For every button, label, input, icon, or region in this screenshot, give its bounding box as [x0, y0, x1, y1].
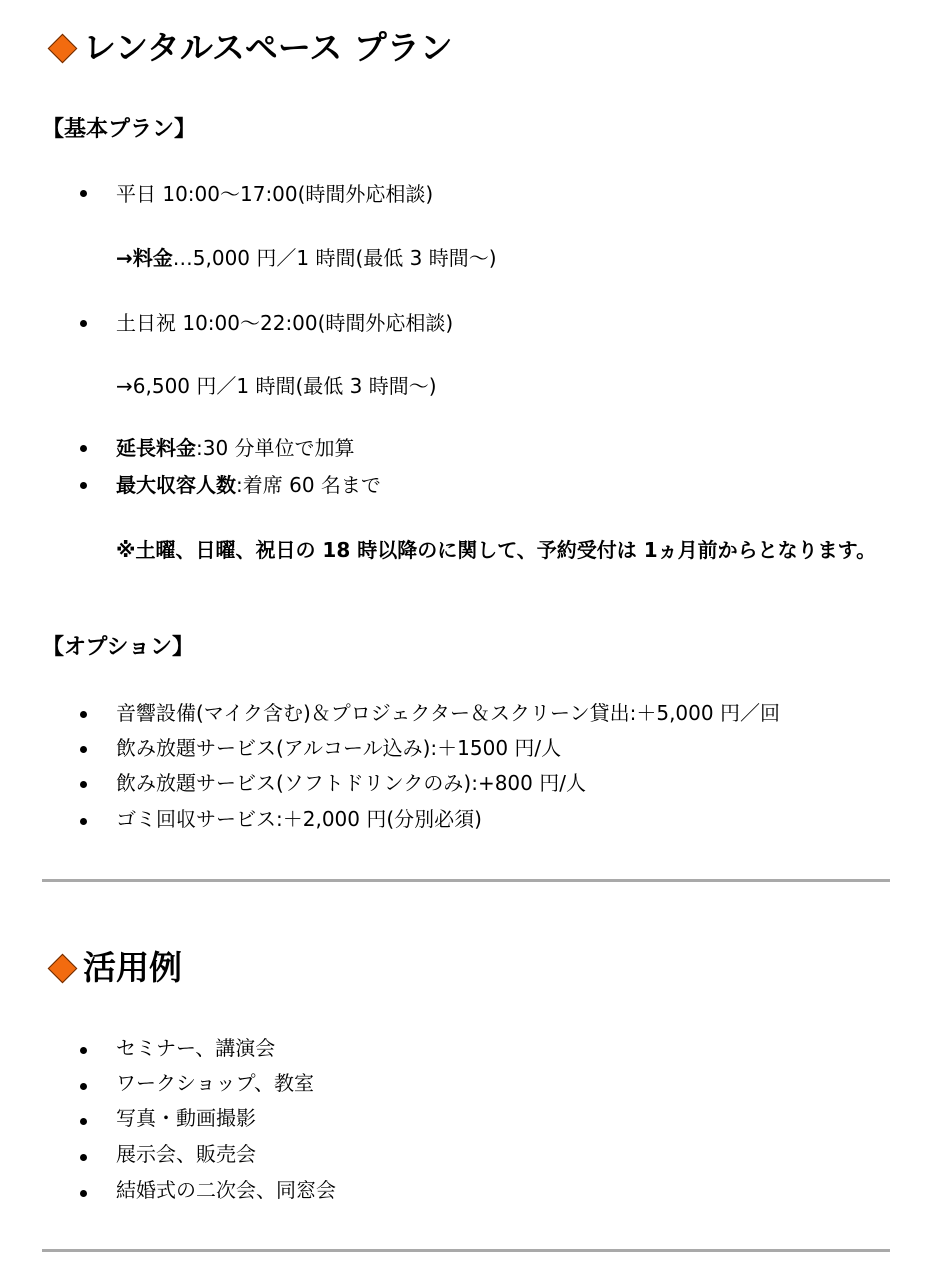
option-item: 飲み放題サービス(アルコール込み):＋1500 円/人: [116, 736, 562, 760]
plan-title-text: レンタルスペース プラン: [83, 28, 453, 67]
weekday-price-value: …5,000 円／1 時間(最低 3 時間～): [172, 246, 497, 270]
bullet-icon: [80, 746, 87, 753]
extension-fee: [116, 434, 355, 462]
orange-diamond-icon: [48, 33, 78, 63]
usage-item: セミナー、講演会: [116, 1036, 276, 1060]
section-divider: [42, 879, 890, 882]
bullet-icon: [80, 445, 87, 452]
bullet-icon: [80, 1190, 87, 1197]
weekend-price: →6,500 円／1 時間(最低 3 時間～): [116, 374, 437, 398]
bullet-icon: [80, 818, 87, 825]
usage-item: ワークショップ、教室: [116, 1071, 314, 1095]
bullet-icon: [80, 1083, 87, 1090]
weekday-price-label: →料金: [116, 246, 173, 270]
extension-fee-value: :30 分単位で加算: [196, 436, 355, 460]
section-divider: [42, 1249, 890, 1252]
weekday-hours: 平日 10:00～17:00(時間外応相談): [116, 182, 434, 206]
usage-title: [46, 948, 182, 988]
usage-item: 写真・動画撮影: [116, 1106, 256, 1130]
extension-fee-label: 延長料金: [116, 436, 196, 460]
weekday-price: [116, 244, 497, 272]
basic-plan-heading: 【基本プラン】: [42, 117, 197, 142]
weekend-hours: 土日祝 10:00～22:00(時間外応相談): [116, 311, 454, 335]
reservation-note: ※土曜、日曜、祝日の 18 時以降のに関して、予約受付は 1ヵ月前からとなります。: [116, 538, 877, 562]
usage-item: 展示会、販売会: [116, 1142, 256, 1166]
max-capacity: [116, 471, 381, 499]
option-item: 飲み放題サービス(ソフトドリンクのみ):+800 円/人: [116, 771, 586, 795]
bullet-icon: [80, 1118, 87, 1125]
option-item: 音響設備(マイク含む)＆プロジェクター＆スクリーン貸出:＋5,000 円／回: [116, 701, 780, 725]
bullet-icon: [80, 190, 87, 197]
max-capacity-value: :着席 60 名まで: [236, 473, 381, 497]
usage-title-text: 活用例: [83, 948, 182, 987]
max-capacity-label: 最大収容人数: [116, 473, 236, 497]
bullet-icon: [80, 711, 87, 718]
bullet-icon: [80, 781, 87, 788]
orange-diamond-icon: [48, 953, 78, 983]
plan-title: [46, 28, 453, 68]
option-item: ゴミ回収サービス:＋2,000 円(分別必須): [116, 807, 482, 831]
bullet-icon: [80, 1154, 87, 1161]
options-heading: 【オプション】: [42, 635, 195, 660]
bullet-icon: [80, 320, 87, 327]
bullet-icon: [80, 482, 87, 489]
bullet-icon: [80, 1047, 87, 1054]
usage-item: 結婚式の二次会、同窓会: [116, 1178, 336, 1202]
